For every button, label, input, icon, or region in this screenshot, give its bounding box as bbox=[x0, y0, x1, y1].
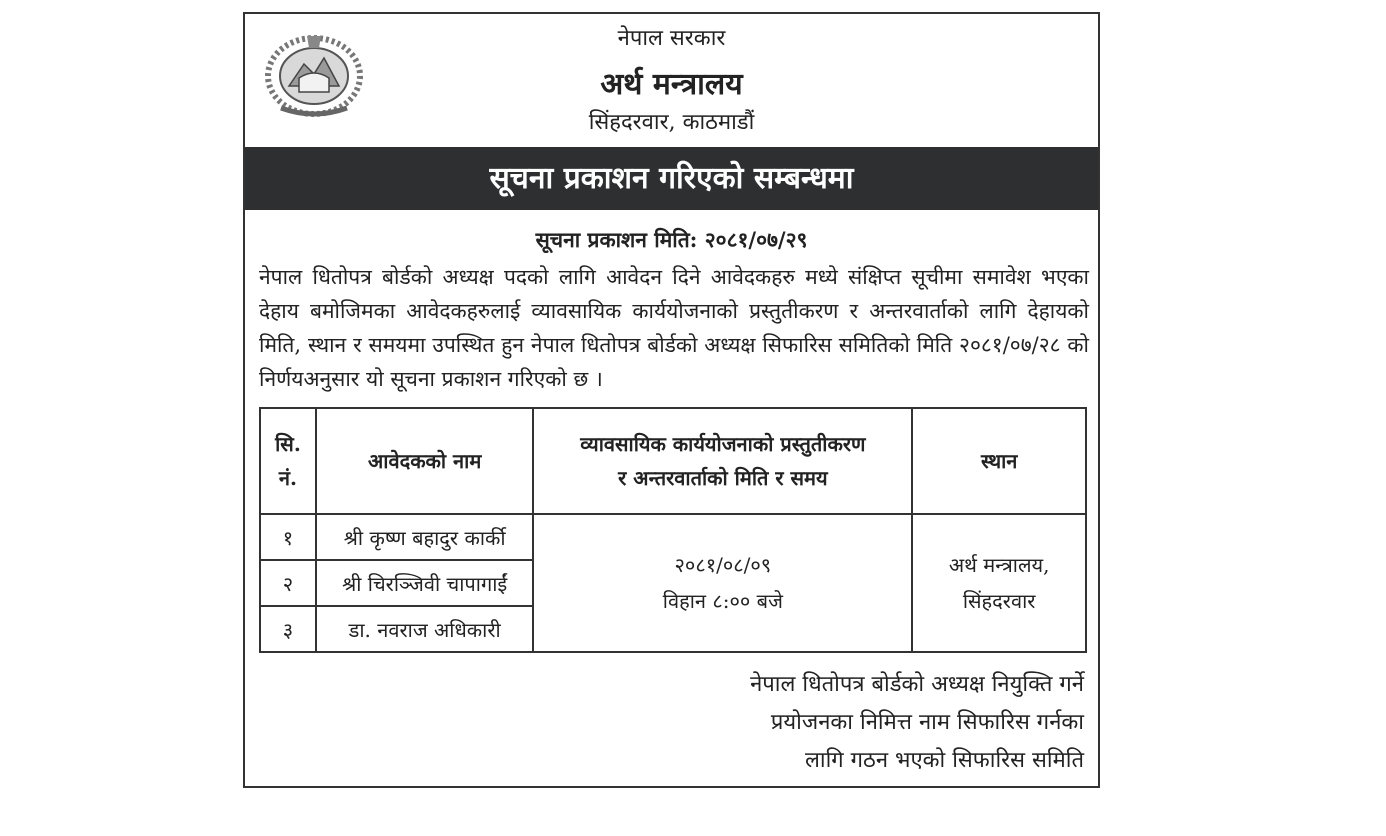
signature-line2: प्रयोजनका निमित्त नाम सिफारिस गर्नका bbox=[770, 710, 1084, 735]
venue-cell bbox=[912, 514, 1086, 652]
ministry-title: अर्थ मन्त्रालय bbox=[600, 67, 743, 102]
serial-number-header-line1: सि. bbox=[275, 432, 301, 456]
serial-number-cell: ३ bbox=[260, 606, 316, 652]
schedule-header bbox=[533, 408, 912, 514]
interview-schedule-table bbox=[259, 407, 1087, 653]
table-header-row bbox=[260, 408, 1086, 514]
serial-number-header-line2: नं. bbox=[278, 466, 297, 490]
serial-number-cell: १ bbox=[260, 514, 316, 560]
schedule-header-line2: र अन्तरवार्ताको मिति र समय bbox=[618, 466, 828, 490]
applicant-name-header: आवेदकको नाम bbox=[316, 408, 533, 514]
publication-date: सूचना प्रकाशन मिति: २०८१/०७/२९ bbox=[535, 227, 808, 252]
applicant-name-cell: श्री चिरञ्जिवी चापागाईं bbox=[316, 560, 533, 606]
signature-line3: लागि गठन भएको सिफारिस समिति bbox=[804, 748, 1084, 773]
venue-header: स्थान bbox=[912, 408, 1086, 514]
schedule-cell bbox=[533, 514, 912, 652]
schedule-header-line1: व्यावसायिक कार्ययोजनाको प्रस्तुतीकरण bbox=[580, 432, 866, 456]
serial-number-header bbox=[260, 408, 316, 514]
applicant-name-cell: डा. नवराज अधिकारी bbox=[316, 606, 533, 652]
venue-line2: सिंहदरवार bbox=[962, 589, 1036, 613]
government-label: नेपाल सरकार bbox=[617, 26, 726, 51]
interview-time: विहान ८:०० बजे bbox=[662, 589, 783, 613]
signature-line1: नेपाल धितोपत्र बोर्डको अध्यक्ष नियुक्ति गर्ने bbox=[750, 672, 1084, 697]
serial-number-cell: २ bbox=[260, 560, 316, 606]
venue-line1: अर्थ मन्त्रालय, bbox=[948, 553, 1050, 577]
ministry-location: सिंहदरवार, काठमाडौं bbox=[588, 110, 755, 135]
signature-block bbox=[750, 666, 1084, 780]
table-row bbox=[260, 514, 1086, 560]
notice-title-banner: सूचना प्रकाशन गरिएको सम्बन्धमा bbox=[245, 147, 1098, 210]
applicant-name-cell: श्री कृष्ण बहादुर कार्की bbox=[316, 514, 533, 560]
notice-body-text: नेपाल धितोपत्र बोर्डको अध्यक्ष पदको लागि आवेदन दिने आवेदकहरु मध्ये संक्षिप्त सूचीमा समावेश भएका देहाय बमोजिमका आवेदकहरुलाई व्यावसायिक कार्ययोजनाको प्रस्तुतीकरण र अन्तरवार्ताको लागि देहायको मिति, स्थान र समयमा उपस्थित हुन नेपाल धितोपत्र बोर्डको अध्यक्ष सिफारिस समितिको मिति २०८१/०७/२८ को निर्णयअनुसार यो सूचना प्रकाशन गरिएको छ । bbox=[259, 265, 1089, 391]
notice-document bbox=[243, 12, 1100, 788]
interview-date: २०८१/०८/०९ bbox=[674, 553, 772, 577]
